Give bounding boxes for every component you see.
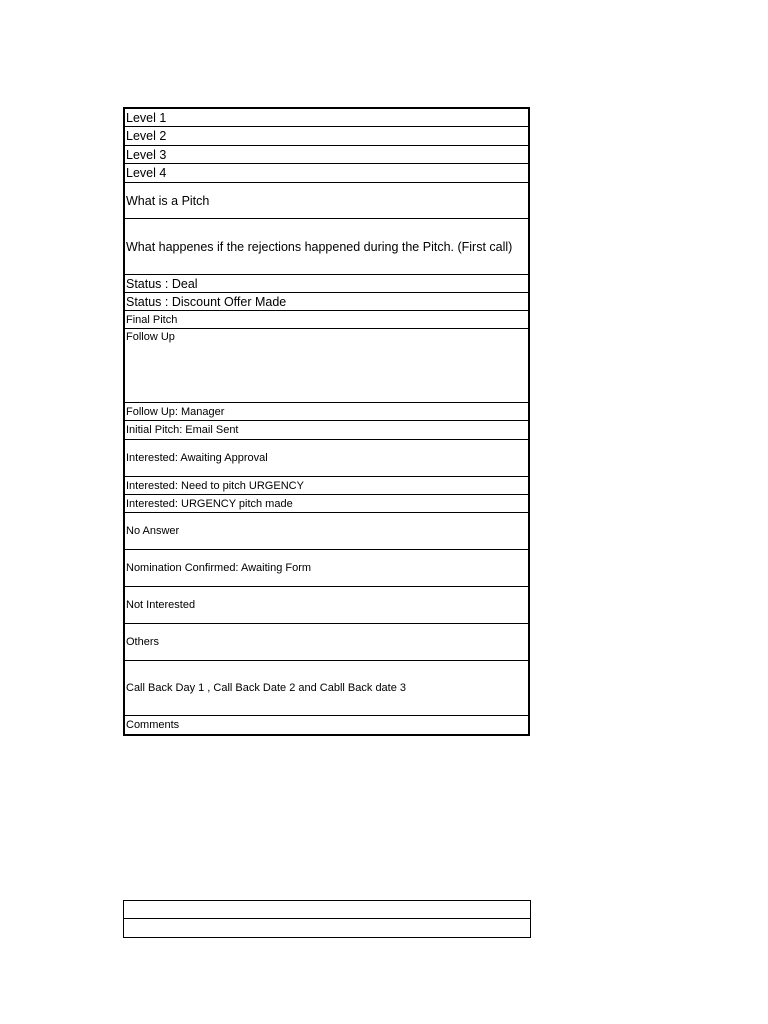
cell-urgency-made: Interested: URGENCY pitch made bbox=[126, 497, 293, 510]
table-row bbox=[125, 716, 528, 734]
status-table bbox=[123, 107, 530, 736]
table-row bbox=[125, 329, 528, 403]
cell-final-pitch: Final Pitch bbox=[126, 313, 178, 326]
table-row bbox=[125, 550, 528, 587]
cell-level-1: Level 1 bbox=[126, 110, 167, 125]
table-row bbox=[125, 440, 528, 477]
cell-not-interested: Not Interested bbox=[126, 599, 196, 611]
table-row bbox=[125, 624, 528, 661]
cell-what-is-a-pitch: What is a Pitch bbox=[126, 193, 210, 208]
empty-table bbox=[123, 900, 531, 938]
table-row bbox=[125, 513, 528, 550]
cell-status-discount: Status : Discount Offer Made bbox=[126, 294, 287, 309]
table-row bbox=[125, 183, 528, 219]
cell-level-3: Level 3 bbox=[126, 147, 167, 162]
cell-nomination-confirmed: Nomination Confirmed: Awaiting Form bbox=[126, 562, 312, 574]
table-row bbox=[125, 311, 528, 329]
table-row bbox=[125, 421, 528, 440]
table-row bbox=[125, 403, 528, 421]
cell-rejections-question: What happenes if the rejections happened during the Pitch. (First call) bbox=[126, 239, 513, 254]
cell-level-4: Level 4 bbox=[126, 166, 167, 180]
cell-others: Others bbox=[126, 636, 160, 648]
table-row bbox=[125, 275, 528, 293]
cell-comments: Comments bbox=[126, 719, 180, 731]
cell-need-urgency: Interested: Need to pitch URGENCY bbox=[126, 479, 304, 492]
table-row bbox=[125, 146, 528, 164]
table-row bbox=[125, 164, 528, 183]
cell-call-back: Call Back Day 1 , Call Back Date 2 and Cabll Back date 3 bbox=[126, 682, 407, 694]
table-row bbox=[125, 477, 528, 495]
cell-awaiting-approval: Interested: Awaiting Approval bbox=[126, 452, 268, 464]
cell-follow-up: Follow Up bbox=[126, 331, 175, 343]
cell-initial-pitch: Initial Pitch: Email Sent bbox=[126, 424, 239, 436]
cell-level-2: Level 2 bbox=[126, 129, 167, 143]
table-row bbox=[125, 109, 528, 127]
table-row bbox=[125, 127, 528, 146]
cell-no-answer: No Answer bbox=[126, 525, 180, 537]
table-row bbox=[125, 587, 528, 624]
table-row bbox=[125, 495, 528, 513]
table-row bbox=[125, 293, 528, 311]
empty-row bbox=[124, 901, 530, 919]
table-row bbox=[125, 661, 528, 716]
empty-row bbox=[124, 919, 530, 937]
cell-follow-up-manager: Follow Up: Manager bbox=[126, 405, 225, 418]
cell-status-deal: Status : Deal bbox=[126, 276, 198, 291]
table-row bbox=[125, 219, 528, 275]
